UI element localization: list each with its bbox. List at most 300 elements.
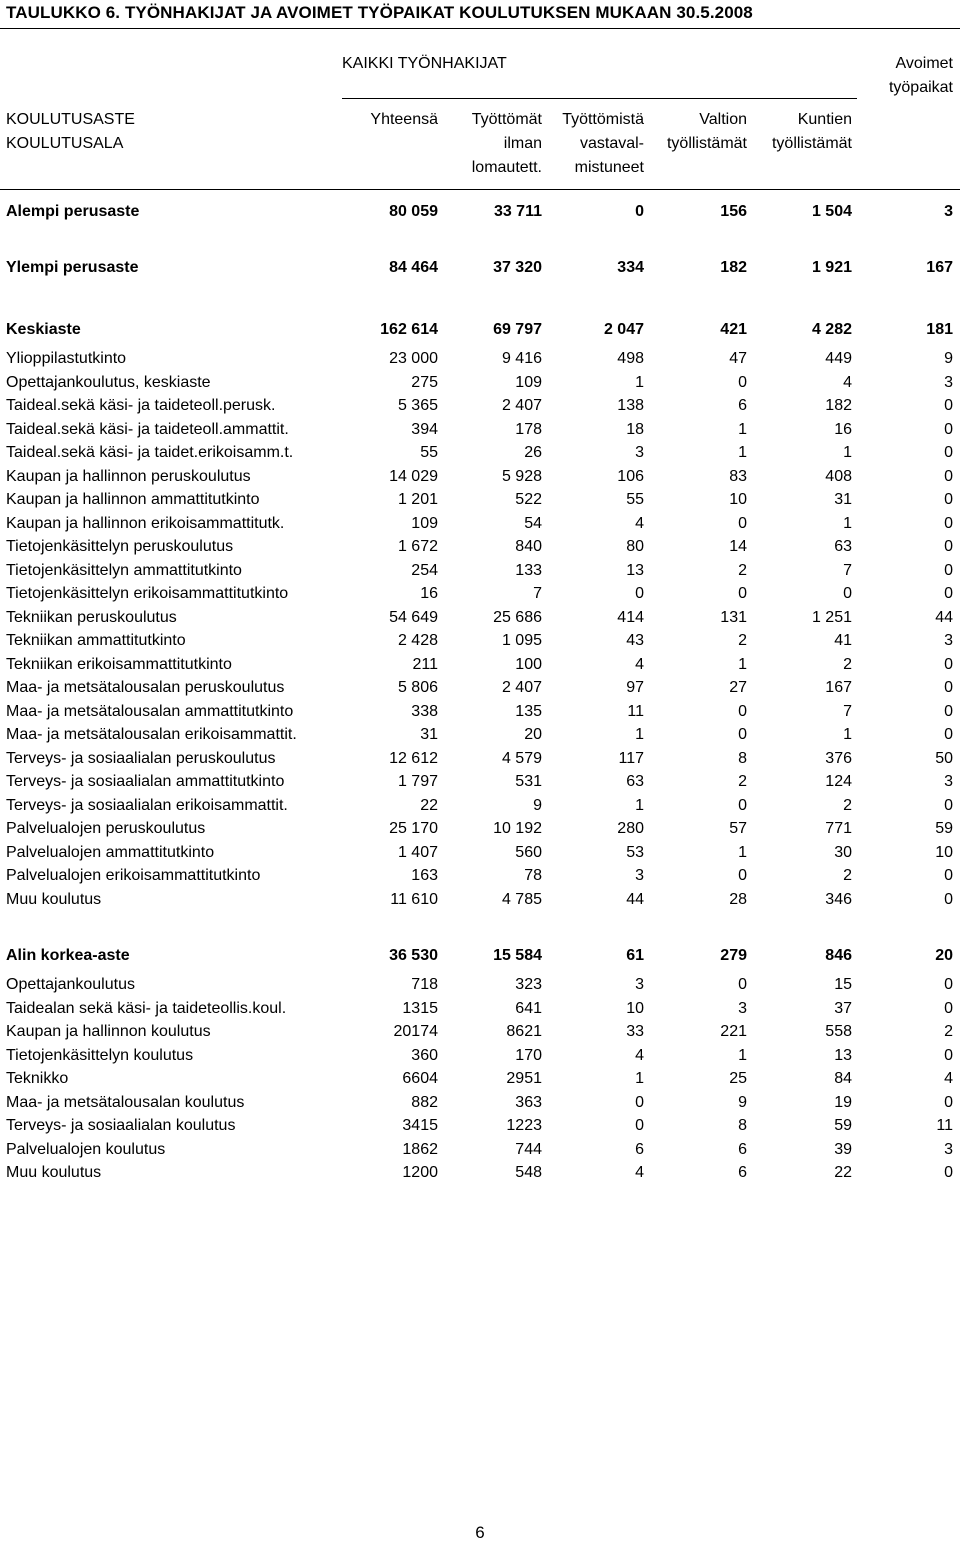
cell-value: 275 xyxy=(411,374,438,391)
table-row xyxy=(0,512,960,535)
row-label: Opettajankoulutus, keskiaste xyxy=(6,374,211,391)
table-row xyxy=(0,1067,960,1090)
table-row xyxy=(0,582,960,605)
cell-value: 117 xyxy=(618,750,644,767)
cell-value: 1 xyxy=(843,726,852,743)
table-row xyxy=(0,629,960,652)
cell-value: 0 xyxy=(635,1094,644,1111)
cell-value: 449 xyxy=(825,350,852,367)
cell-value: 59 xyxy=(834,1117,852,1134)
cell-value: 744 xyxy=(515,1141,542,1158)
cell-value: 0 xyxy=(843,585,852,602)
cell-value: 11 xyxy=(627,703,644,720)
cell-value: 0 xyxy=(944,797,953,814)
cell-value: 1 095 xyxy=(501,632,542,649)
cell-value: 10 xyxy=(626,1000,644,1017)
row-label: Taidealan sekä käsi- ja taideteollis.koul. xyxy=(6,1000,287,1017)
cell-value: 39 xyxy=(834,1141,852,1158)
cell-value: 16 xyxy=(420,585,438,602)
cell-value: 280 xyxy=(617,820,644,837)
row-label: Taideal.sekä käsi- ja taideteoll.perusk. xyxy=(6,397,276,414)
cell-value: 7 xyxy=(843,703,852,720)
cell-value: 1 xyxy=(738,421,747,438)
cell-value: 6 xyxy=(738,397,747,414)
cell-value: 55 xyxy=(420,444,438,461)
cell-value: 771 xyxy=(825,820,852,837)
cell-value: 6 xyxy=(738,1141,747,1158)
row-label: Alin korkea-aste xyxy=(6,947,130,964)
row-label: Keskiaste xyxy=(6,321,81,338)
cell-value: 1 921 xyxy=(811,259,852,276)
cell-value: 4 282 xyxy=(811,321,852,338)
cell-value: 27 xyxy=(729,679,747,696)
cell-value: 3 xyxy=(738,1000,747,1017)
header-koulutusaste: KOULUTUSASTE xyxy=(6,111,135,128)
header-kuntien-line2: työllistämät xyxy=(771,135,852,152)
page-title: TAULUKKO 6. TYÖNHAKIJAT JA AVOIMET TYÖPAIKAT KOULUTUKSEN MUKAAN 30.5.2008 xyxy=(6,3,753,22)
cell-value: 0 xyxy=(944,976,953,993)
cell-value: 0 xyxy=(944,562,953,579)
cell-value: 376 xyxy=(825,750,852,767)
row-label: Maa- ja metsätalousalan ammattitutkinto xyxy=(6,703,294,720)
cell-value: 2951 xyxy=(506,1070,542,1087)
header-koulutusala: KOULUTUSALA xyxy=(6,135,124,152)
row-label: Kaupan ja hallinnon peruskoulutus xyxy=(6,468,251,485)
cell-value: 846 xyxy=(825,947,852,964)
cell-value: 1 xyxy=(843,515,852,532)
cell-value: 25 170 xyxy=(389,820,438,837)
cell-value: 10 xyxy=(935,844,953,861)
cell-value: 0 xyxy=(944,726,953,743)
header-bottom-rule xyxy=(0,189,960,190)
cell-value: 0 xyxy=(635,585,644,602)
cell-value: 2 047 xyxy=(603,321,644,338)
cell-value: 1 xyxy=(635,726,644,743)
table-row xyxy=(0,256,960,279)
cell-value: 0 xyxy=(944,468,953,485)
row-label: Terveys- ja sosiaalialan peruskoulutus xyxy=(6,750,276,767)
cell-value: 135 xyxy=(515,703,542,720)
cell-value: 414 xyxy=(617,609,644,626)
cell-value: 6604 xyxy=(402,1070,438,1087)
cell-value: 1 797 xyxy=(397,773,438,790)
cell-value: 2 xyxy=(843,867,852,884)
cell-value: 2 407 xyxy=(501,397,542,414)
row-label: Maa- ja metsätalousalan peruskoulutus xyxy=(6,679,285,696)
table-row xyxy=(0,841,960,864)
cell-value: 0 xyxy=(738,703,747,720)
cell-value: 167 xyxy=(926,259,953,276)
row-label: Teknikko xyxy=(6,1070,69,1087)
cell-value: 1 xyxy=(738,444,747,461)
cell-value: 1 xyxy=(738,844,747,861)
cell-value: 0 xyxy=(738,515,747,532)
cell-value: 1 xyxy=(738,656,747,673)
header-tyottomat-line3: lomautett. xyxy=(471,159,542,176)
cell-value: 3 xyxy=(944,203,953,220)
table-row xyxy=(0,676,960,699)
row-label: Ylempi perusaste xyxy=(6,259,139,276)
cell-value: 50 xyxy=(935,750,953,767)
cell-value: 163 xyxy=(411,867,438,884)
cell-value: 54 649 xyxy=(389,609,438,626)
cell-value: 83 xyxy=(729,468,747,485)
cell-value: 840 xyxy=(515,538,542,555)
cell-value: 1 xyxy=(635,374,644,391)
cell-value: 124 xyxy=(825,773,852,790)
table-row xyxy=(0,318,960,341)
cell-value: 641 xyxy=(515,1000,542,1017)
cell-value: 522 xyxy=(515,491,542,508)
cell-value: 19 xyxy=(834,1094,852,1111)
cell-value: 254 xyxy=(411,562,438,579)
header-tyottomat-line2: ilman xyxy=(503,135,542,152)
cell-value: 23 000 xyxy=(389,350,438,367)
cell-value: 57 xyxy=(729,820,747,837)
cell-value: 7 xyxy=(533,585,542,602)
cell-value: 16 xyxy=(834,421,852,438)
cell-value: 0 xyxy=(944,1094,953,1111)
cell-value: 338 xyxy=(411,703,438,720)
row-label: Kaupan ja hallinnon ammattitutkinto xyxy=(6,491,260,508)
cell-value: 4 xyxy=(635,656,644,673)
cell-value: 138 xyxy=(617,397,644,414)
cell-value: 41 xyxy=(834,632,852,649)
cell-value: 0 xyxy=(738,374,747,391)
row-label: Taideal.sekä käsi- ja taideteoll.ammattit. xyxy=(6,421,289,438)
table-row xyxy=(0,559,960,582)
cell-value: 109 xyxy=(411,515,438,532)
cell-value: 346 xyxy=(825,891,852,908)
header-avoimet-line1: Avoimet xyxy=(895,55,953,72)
cell-value: 6 xyxy=(738,1164,747,1181)
cell-value: 33 711 xyxy=(493,203,542,220)
cell-value: 100 xyxy=(515,656,542,673)
header-tyottomista-line1: Työttömistä xyxy=(562,111,644,128)
cell-value: 0 xyxy=(738,867,747,884)
cell-value: 1 407 xyxy=(397,844,438,861)
cell-value: 20 xyxy=(935,947,953,964)
cell-value: 28 xyxy=(729,891,747,908)
cell-value: 178 xyxy=(515,421,542,438)
header-valtion xyxy=(667,108,747,156)
cell-value: 61 xyxy=(626,947,644,964)
row-label: Maa- ja metsätalousalan erikoisammattit. xyxy=(6,726,297,743)
cell-value: 363 xyxy=(515,1094,542,1111)
cell-value: 3 xyxy=(635,444,644,461)
cell-value: 31 xyxy=(420,726,438,743)
cell-value: 718 xyxy=(411,976,438,993)
group-rule xyxy=(342,98,857,99)
cell-value: 0 xyxy=(944,491,953,508)
table-row xyxy=(0,723,960,746)
cell-value: 323 xyxy=(515,976,542,993)
table-row xyxy=(0,200,960,223)
cell-value: 0 xyxy=(738,797,747,814)
cell-value: 43 xyxy=(626,632,644,649)
table-row xyxy=(0,441,960,464)
table-row xyxy=(0,1091,960,1114)
cell-value: 4 xyxy=(635,1164,644,1181)
cell-value: 0 xyxy=(944,585,953,602)
row-label: Palvelualojen ammattitutkinto xyxy=(6,844,215,861)
cell-value: 26 xyxy=(524,444,542,461)
cell-value: 109 xyxy=(515,374,542,391)
row-label: Tekniikan ammattitutkinto xyxy=(6,632,186,649)
cell-value: 221 xyxy=(720,1023,747,1040)
cell-value: 531 xyxy=(515,773,542,790)
header-tyottomista-line2: vastaval- xyxy=(579,135,644,152)
cell-value: 18 xyxy=(626,421,644,438)
header-valtion-line1: Valtion xyxy=(699,111,747,128)
cell-value: 360 xyxy=(411,1047,438,1064)
table-row xyxy=(0,817,960,840)
cell-value: 0 xyxy=(944,656,953,673)
row-label: Muu koulutus xyxy=(6,891,102,908)
row-label: Palvelualojen erikoisammattitutkinto xyxy=(6,867,261,884)
cell-value: 133 xyxy=(515,562,542,579)
cell-value: 4 xyxy=(635,1047,644,1064)
cell-value: 31 xyxy=(834,491,852,508)
cell-value: 54 xyxy=(524,515,542,532)
cell-value: 334 xyxy=(617,259,644,276)
cell-value: 11 610 xyxy=(390,891,438,908)
cell-value: 13 xyxy=(626,562,644,579)
cell-value: 4 xyxy=(635,515,644,532)
table-row xyxy=(0,465,960,488)
cell-value: 84 xyxy=(834,1070,852,1087)
table-row xyxy=(0,371,960,394)
cell-value: 394 xyxy=(411,421,438,438)
cell-value: 10 192 xyxy=(493,820,542,837)
table-row xyxy=(0,1114,960,1137)
cell-value: 44 xyxy=(935,609,953,626)
cell-value: 0 xyxy=(944,891,953,908)
cell-value: 181 xyxy=(926,321,953,338)
cell-value: 44 xyxy=(626,891,644,908)
cell-value: 15 xyxy=(834,976,852,993)
header-rowlabel xyxy=(6,108,135,156)
cell-value: 3415 xyxy=(402,1117,438,1134)
cell-value: 36 530 xyxy=(389,947,438,964)
cell-value: 211 xyxy=(412,656,438,673)
cell-value: 0 xyxy=(738,976,747,993)
cell-value: 3 xyxy=(635,867,644,884)
cell-value: 0 xyxy=(944,1164,953,1181)
cell-value: 0 xyxy=(944,1000,953,1017)
table-row xyxy=(0,794,960,817)
table-row xyxy=(0,944,960,967)
table-row xyxy=(0,1161,960,1184)
table-row xyxy=(0,606,960,629)
row-label: Tietojenkäsittelyn ammattitutkinto xyxy=(6,562,242,579)
header-tyottomista xyxy=(562,108,644,180)
cell-value: 1 xyxy=(738,1047,747,1064)
cell-value: 548 xyxy=(515,1164,542,1181)
cell-value: 1 504 xyxy=(811,203,852,220)
cell-value: 14 xyxy=(729,538,747,555)
row-label: Tietojenkäsittelyn koulutus xyxy=(6,1047,194,1064)
table-row xyxy=(0,653,960,676)
table-row xyxy=(0,418,960,441)
cell-value: 0 xyxy=(944,679,953,696)
cell-value: 0 xyxy=(635,203,644,220)
cell-value: 4 579 xyxy=(501,750,542,767)
cell-value: 1200 xyxy=(402,1164,438,1181)
cell-value: 182 xyxy=(720,259,747,276)
header-avoimet-line2: työpaikat xyxy=(888,79,953,96)
cell-value: 9 xyxy=(944,350,953,367)
page-number: 6 xyxy=(475,1523,485,1542)
row-label: Terveys- ja sosiaalialan koulutus xyxy=(6,1117,236,1134)
cell-value: 78 xyxy=(524,867,542,884)
cell-value: 5 806 xyxy=(397,679,438,696)
header-tyottomista-line3: mistuneet xyxy=(574,159,644,176)
cell-value: 5 365 xyxy=(397,397,438,414)
cell-value: 14 029 xyxy=(389,468,438,485)
row-label: Kaupan ja hallinnon erikoisammattitutk. xyxy=(6,515,285,532)
cell-value: 0 xyxy=(944,397,953,414)
cell-value: 9 416 xyxy=(501,350,542,367)
cell-value: 8 xyxy=(738,1117,747,1134)
row-label: Muu koulutus xyxy=(6,1164,102,1181)
row-label: Tietojenkäsittelyn erikoisammattitutkinto xyxy=(6,585,289,602)
cell-value: 25 686 xyxy=(493,609,542,626)
cell-value: 20174 xyxy=(393,1023,438,1040)
cell-value: 63 xyxy=(626,773,644,790)
cell-value: 170 xyxy=(515,1047,542,1064)
cell-value: 7 xyxy=(843,562,852,579)
table-row xyxy=(0,1044,960,1067)
table-row xyxy=(0,700,960,723)
cell-value: 1223 xyxy=(506,1117,542,1134)
cell-value: 37 320 xyxy=(493,259,542,276)
cell-value: 25 xyxy=(729,1070,747,1087)
cell-value: 0 xyxy=(944,421,953,438)
header-group-label: KAIKKI TYÖNHAKIJAT xyxy=(342,55,507,72)
cell-value: 1862 xyxy=(402,1141,438,1158)
header-avoimet xyxy=(889,52,953,100)
table-row xyxy=(0,394,960,417)
cell-value: 421 xyxy=(720,321,747,338)
header-kuntien-line1: Kuntien xyxy=(797,111,852,128)
table-row xyxy=(0,864,960,887)
row-label: Taideal.sekä käsi- ja taidet.erikoisamm.t. xyxy=(6,444,294,461)
cell-value: 2 428 xyxy=(397,632,438,649)
cell-value: 162 614 xyxy=(380,321,438,338)
title-rule xyxy=(0,28,960,29)
cell-value: 5 928 xyxy=(501,468,542,485)
cell-value: 12 612 xyxy=(389,750,438,767)
cell-value: 84 464 xyxy=(389,259,438,276)
row-label: Maa- ja metsätalousalan koulutus xyxy=(6,1094,245,1111)
table-row xyxy=(0,747,960,770)
table-row xyxy=(0,488,960,511)
cell-value: 4 xyxy=(944,1070,953,1087)
cell-value: 1 672 xyxy=(397,538,438,555)
cell-value: 3 xyxy=(944,773,953,790)
cell-value: 30 xyxy=(834,844,852,861)
cell-value: 8 xyxy=(738,750,747,767)
row-label: Palvelualojen peruskoulutus xyxy=(6,820,206,837)
cell-value: 0 xyxy=(738,726,747,743)
table-row xyxy=(0,1138,960,1161)
cell-value: 3 xyxy=(944,632,953,649)
row-label: Terveys- ja sosiaalialan ammattitutkinto xyxy=(6,773,285,790)
cell-value: 47 xyxy=(729,350,747,367)
row-label: Tekniikan peruskoulutus xyxy=(6,609,177,626)
row-label: Ylioppilastutkinto xyxy=(6,350,127,367)
cell-value: 1 251 xyxy=(811,609,852,626)
cell-value: 6 xyxy=(635,1141,644,1158)
header-tyottomat-line1: Työttömät xyxy=(471,111,542,128)
cell-value: 2 xyxy=(738,632,747,649)
row-label: Palvelualojen koulutus xyxy=(6,1141,166,1158)
cell-value: 2 407 xyxy=(501,679,542,696)
cell-value: 53 xyxy=(626,844,644,861)
cell-value: 9 xyxy=(738,1094,747,1111)
cell-value: 0 xyxy=(944,538,953,555)
cell-value: 2 xyxy=(843,656,852,673)
cell-value: 106 xyxy=(617,468,644,485)
cell-value: 80 xyxy=(626,538,644,555)
cell-value: 408 xyxy=(825,468,852,485)
cell-value: 1 xyxy=(635,1070,644,1087)
cell-value: 3 xyxy=(944,1141,953,1158)
row-label: Alempi perusaste xyxy=(6,203,140,220)
cell-value: 0 xyxy=(944,1047,953,1064)
cell-value: 20 xyxy=(524,726,542,743)
table-row xyxy=(0,347,960,370)
cell-value: 560 xyxy=(515,844,542,861)
cell-value: 3 xyxy=(635,976,644,993)
table-row xyxy=(0,1020,960,1043)
cell-value: 55 xyxy=(626,491,644,508)
cell-value: 9 xyxy=(533,797,542,814)
table-row xyxy=(0,997,960,1020)
cell-value: 498 xyxy=(617,350,644,367)
cell-value: 10 xyxy=(729,491,747,508)
header-kuntien xyxy=(772,108,852,156)
table-row xyxy=(0,973,960,996)
cell-value: 8621 xyxy=(506,1023,542,1040)
cell-value: 2 xyxy=(944,1023,953,1040)
cell-value: 1315 xyxy=(402,1000,438,1017)
cell-value: 182 xyxy=(825,397,852,414)
header-tyottomat xyxy=(472,108,542,180)
row-label: Terveys- ja sosiaalialan erikoisammattit. xyxy=(6,797,288,814)
cell-value: 0 xyxy=(635,1117,644,1134)
cell-value: 2 xyxy=(738,773,747,790)
cell-value: 80 059 xyxy=(389,203,438,220)
cell-value: 97 xyxy=(626,679,644,696)
cell-value: 13 xyxy=(834,1047,852,1064)
cell-value: 1 xyxy=(843,444,852,461)
cell-value: 1 201 xyxy=(397,491,438,508)
table-row xyxy=(0,770,960,793)
cell-value: 2 xyxy=(843,797,852,814)
cell-value: 558 xyxy=(825,1023,852,1040)
cell-value: 279 xyxy=(720,947,747,964)
table-row xyxy=(0,888,960,911)
row-label: Kaupan ja hallinnon koulutus xyxy=(6,1023,211,1040)
header-valtion-line2: työllistämät xyxy=(666,135,747,152)
cell-value: 1 xyxy=(635,797,644,814)
cell-value: 0 xyxy=(944,515,953,532)
cell-value: 0 xyxy=(944,444,953,461)
cell-value: 0 xyxy=(738,585,747,602)
cell-value: 882 xyxy=(411,1094,438,1111)
